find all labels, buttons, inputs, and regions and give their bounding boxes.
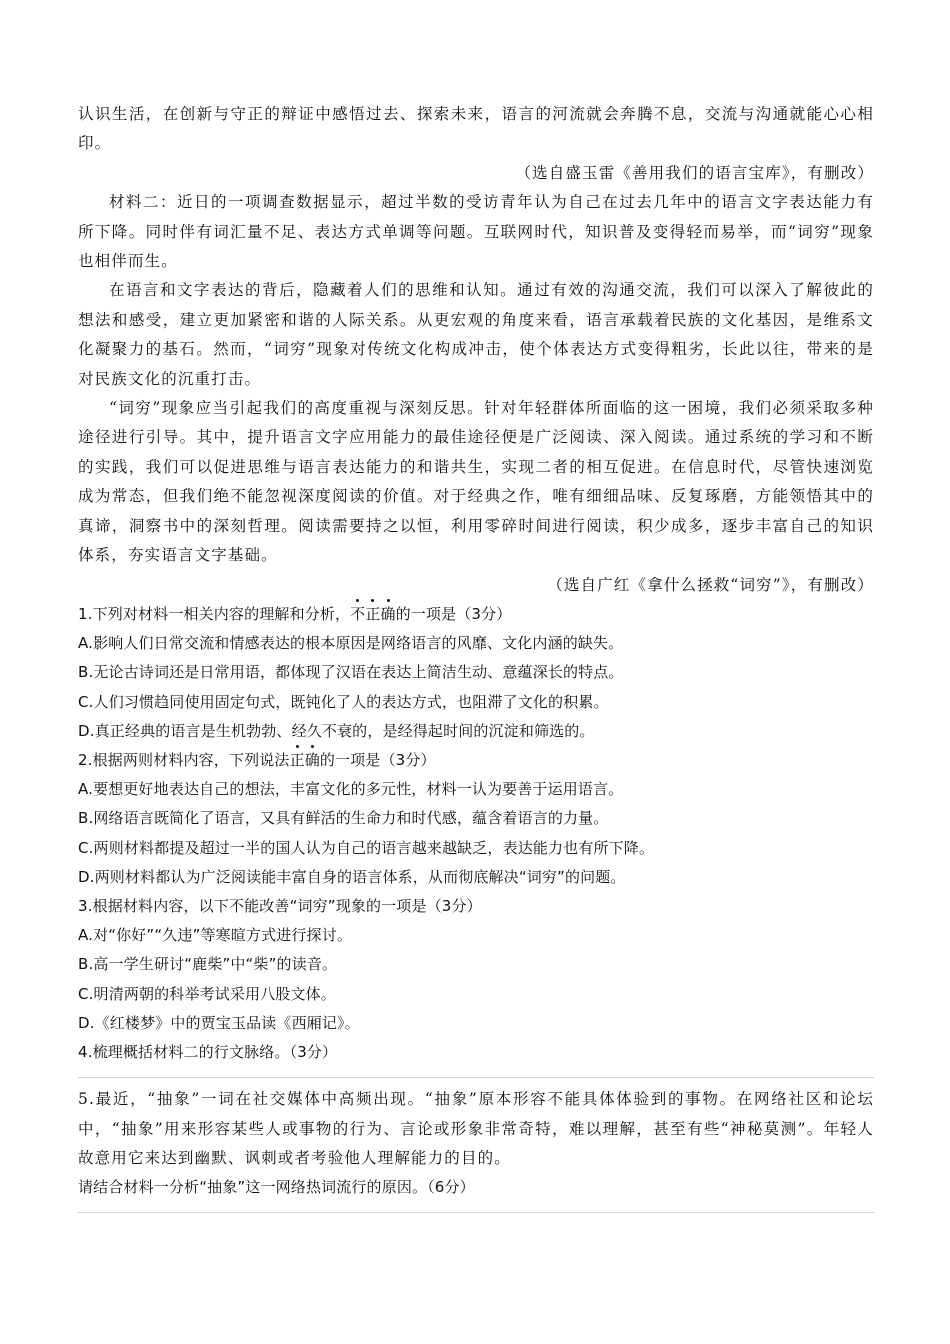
question-3-option-a: A.对“你好”“久违”等寒暄方式进行探讨。 <box>78 926 353 945</box>
emphasis-char: 不 <box>350 600 365 629</box>
question-1 <box>78 600 874 746</box>
question-2-stem-prefix: 2.根据两则材料内容，下列说法 <box>78 750 290 769</box>
question-2-stem-suffix: 的一项是（3分） <box>319 750 436 769</box>
question-1-option-b: B.无论古诗词还是日常用语，都体现了汉语在表达上简洁生动、意蕴深长的特点。 <box>78 663 624 682</box>
question-2-option-c: C.两则材料都提及超过一半的国人认为自己的语言越来越缺乏，表达能力也有所下降。 <box>78 838 655 857</box>
question-4-stem: 4.梳理概括材料二的行文脉络。（3分） <box>78 1042 338 1061</box>
question-5-text: 5.最近，“抽象”一词在社交媒体中高频出现。“抽象”原本形容不能具体体验到的事物。在网络社区和论坛中，“抽象”用来形容某些人或事物的行为、言论或形象非常奇特，难以理解，甚至有些“神秘莫测”。年轻人故意用它来达到幽默、讽刺或者考验他人理解能力的目的。 <box>78 1090 874 1167</box>
question-3 <box>78 892 874 1038</box>
question-1-stem-suffix: 的一项是（3分） <box>395 604 512 623</box>
question-2-option-b: B.网络语言既简化了语言，又具有鲜活的生命力和时代感，蕴含着语言的力量。 <box>78 809 609 828</box>
emphasis-char: 正 <box>290 746 305 775</box>
emphasis-char: 确 <box>380 600 395 629</box>
question-2 <box>78 746 874 892</box>
question-5 <box>78 1085 874 1202</box>
exam-page <box>78 100 874 1213</box>
question-2-stem <box>78 746 874 775</box>
emphasis-char: 正 <box>365 600 380 629</box>
question-3-option-b: B.高一学生研讨“鹿柴”中“柴”的读音。 <box>78 955 338 974</box>
material2-paragraph-1: 材料二：近日的一项调查数据显示，超过半数的受访青年认为自己在过去几年中的语言文字表达能力有所下降。同时伴有词汇量不足、表达方式单调等问题。互联网时代，知识普及变得轻而易举，而“词穷”现象也相伴而生。 <box>78 193 874 271</box>
question-3-stem: 3.根据材料内容，以下不能改善“词穷”现象的一项是（3分） <box>78 896 482 915</box>
answer-area-divider <box>78 1212 874 1213</box>
emphasis-char: 确 <box>305 746 320 775</box>
material1-source: （选自盛玉雷《善用我们的语言宝库》，有删改） <box>515 163 874 182</box>
material2-paragraph-2: 在语言和文字表达的背后，隐藏着人们的思维和认知。通过有效的沟通交流，我们可以深入了解彼此的想法和感受，建立更加紧密和谐的人际关系。从更宏观的角度来看，语言承载着民族的文化基因，是维系文化凝聚力的基石。然而，“词穷”现象对传统文化构成冲击，使个体表达方式变得粗劣，长此以往，带来的是对民族文化的沉重打击。 <box>78 281 874 388</box>
question-2-option-a: A.要想更好地表达自己的想法，丰富文化的多元性，材料一认为要善于运用语言。 <box>78 780 624 799</box>
material1-tail-paragraph: 认识生活，在创新与守正的辩证中感悟过去、探索未来，语言的河流就会奔腾不息，交流与沟通就能心心相印。 <box>78 105 874 153</box>
question-1-stem <box>78 600 874 629</box>
question-1-option-a: A.影响人们日常交流和情感表达的根本原因是网络语言的风靡、文化内涵的缺失。 <box>78 634 624 653</box>
question-5-prompt: 请结合材料一分析“抽象”这一网络热词流行的原因。（6分） <box>78 1178 475 1197</box>
material2-source: （选自广红《拿什么拯救“词穷”》，有删改） <box>547 575 874 594</box>
question-1-option-d: D.真正经典的语言是生机勃勃、经久不衰的，是经得起时间的沉淀和筛选的。 <box>78 721 595 740</box>
question-2-option-d: D.两则材料都认为广泛阅读能丰富自身的语言体系，从而彻底解决“词穷”的问题。 <box>78 867 626 886</box>
question-1-stem-prefix: 1.下列对材料一相关内容的理解和分析， <box>78 604 351 623</box>
material2-paragraph-3: “词穷”现象应当引起我们的高度重视与深刻反思。针对年轻群体所面临的这一困境，我们必须采取多种途径进行引导。其中，提升语言文字应用能力的最佳途径便是广泛阅读、深入阅读。通过系统的学习和不断的实践，我们可以促进思维与语言表达能力的和谐共生，实现二者的相互促进。在信息时代，尽管快速浏览成为常态，但我们绝不能忽视深度阅读的价值。对于经典之作，唯有细细品味、反复琢磨，方能领悟其中的真谛，洞察书中的深刻哲理。阅读需要持之以恒，利用零碎时间进行阅读，积少成多，逐步丰富自己的知识体系，夯实语言文字基础。 <box>78 399 874 565</box>
question-3-option-c: C.明清两朝的科举考试采用八股文体。 <box>78 984 336 1003</box>
question-3-option-d: D.《红楼梦》中的贾宝玉品读《西厢记》。 <box>78 1013 360 1032</box>
answer-area-divider <box>78 1077 874 1078</box>
question-1-option-c: C.人们习惯趋同使用固定句式，既钝化了人的表达方式，也阻滞了文化的积累。 <box>78 692 609 711</box>
